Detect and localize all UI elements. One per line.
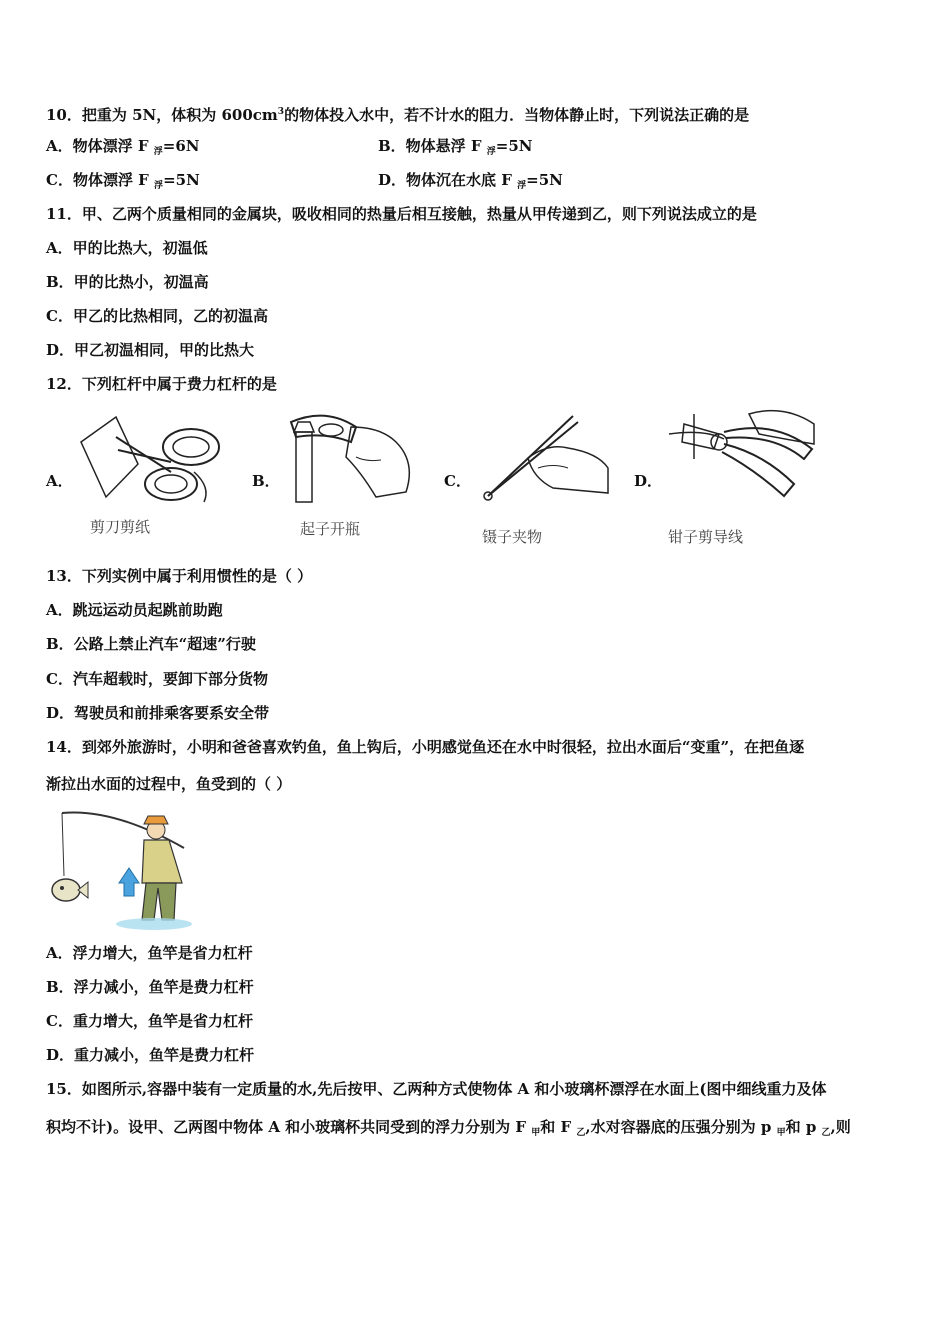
q10-option-c[interactable]: C．物体漂浮 F $_浮$=5N	[46, 171, 200, 191]
q13-stem: 13．下列实例中属于利用惯性的是（ ）	[46, 567, 313, 585]
q13-option-b[interactable]: B．公路上禁止汽车“超速”行驶	[46, 635, 256, 653]
q12-caption-d: 钳子剪导线	[668, 528, 744, 546]
bottle-opener-image	[286, 412, 421, 507]
q10-stem: 10．把重为 5N，体积为 $600cm^3$的物体投入水中，若不计水的阻力．当物体静止时，下列说法正确的是	[46, 106, 750, 124]
q13-option-a[interactable]: A．跳远运动员起跳前助跑	[46, 601, 223, 619]
fishing-illustration	[44, 808, 194, 933]
q14-option-d[interactable]: D．重力减小，鱼竿是费力杠杆	[46, 1046, 255, 1064]
q12-caption-a: 剪刀剪纸	[90, 518, 151, 536]
q12-option-c-label[interactable]: C．	[444, 472, 471, 490]
q11-stem: 11．甲、乙两个质量相同的金属块，吸收相同的热量后相互接触，热量从甲传递到乙，则下列说法成立的是	[46, 205, 757, 223]
q12-stem: 12．下列杠杆中属于费力杠杆的是	[46, 375, 277, 393]
q15-stem-line1: 15．如图所示,容器中装有一定质量的水,先后按甲、乙两种方式使物体 A 和小玻璃杯漂浮在水面上(图中细线重力及体	[46, 1080, 827, 1098]
q14-option-a[interactable]: A．浮力增大，鱼竿是省力杠杆	[46, 944, 253, 962]
q15-stem-line2: 积均不计)。设甲、乙两图中物体 A 和小玻璃杯共同受到的浮力分别为 F $_甲$和 F $_乙$,水对容器底的压强分别为 p $_甲$和 p $_乙$,则	[46, 1118, 851, 1138]
q11-option-d[interactable]: D．甲乙初温相同，甲的比热大	[46, 341, 255, 359]
q13-option-d[interactable]: D．驾驶员和前排乘客要系安全带	[46, 704, 270, 722]
q12-caption-b: 起子开瓶	[300, 520, 361, 538]
q14-option-b[interactable]: B．浮力减小，鱼竿是费力杠杆	[46, 978, 254, 996]
pliers-cutting-wire-image	[664, 404, 819, 506]
scissors-cutting-paper-image	[76, 412, 226, 512]
q12-option-b-label[interactable]: B．	[252, 472, 280, 490]
q14-stem-line1: 14．到郊外旅游时，小明和爸爸喜欢钓鱼，鱼上钩后，小明感觉鱼还在水中时很轻，拉出水面后“变重”，在把鱼逐	[46, 738, 805, 756]
q11-option-c[interactable]: C．甲乙的比热相同，乙的初温高	[46, 307, 268, 325]
q12-option-a-label[interactable]: A．	[46, 472, 73, 490]
q10-option-d[interactable]: D．物体沉在水底 F $_浮$=5N	[378, 171, 563, 191]
q11-option-b[interactable]: B．甲的比热小，初温高	[46, 273, 209, 291]
q14-stem-line2: 渐拉出水面的过程中，鱼受到的（ ）	[46, 775, 292, 793]
q11-option-a[interactable]: A．甲的比热大，初温低	[46, 239, 208, 257]
tweezers-image	[478, 408, 613, 508]
q13-option-c[interactable]: C．汽车超载时，要卸下部分货物	[46, 670, 268, 688]
q10-option-a[interactable]: A．物体漂浮 F $_浮$=6N	[46, 137, 200, 157]
q12-option-d-label[interactable]: D．	[634, 472, 663, 490]
q12-caption-c: 镊子夹物	[482, 528, 543, 546]
q10-option-b[interactable]: B．物体悬浮 F $_浮$=5N	[378, 137, 533, 157]
q14-option-c[interactable]: C．重力增大，鱼竿是省力杠杆	[46, 1012, 253, 1030]
